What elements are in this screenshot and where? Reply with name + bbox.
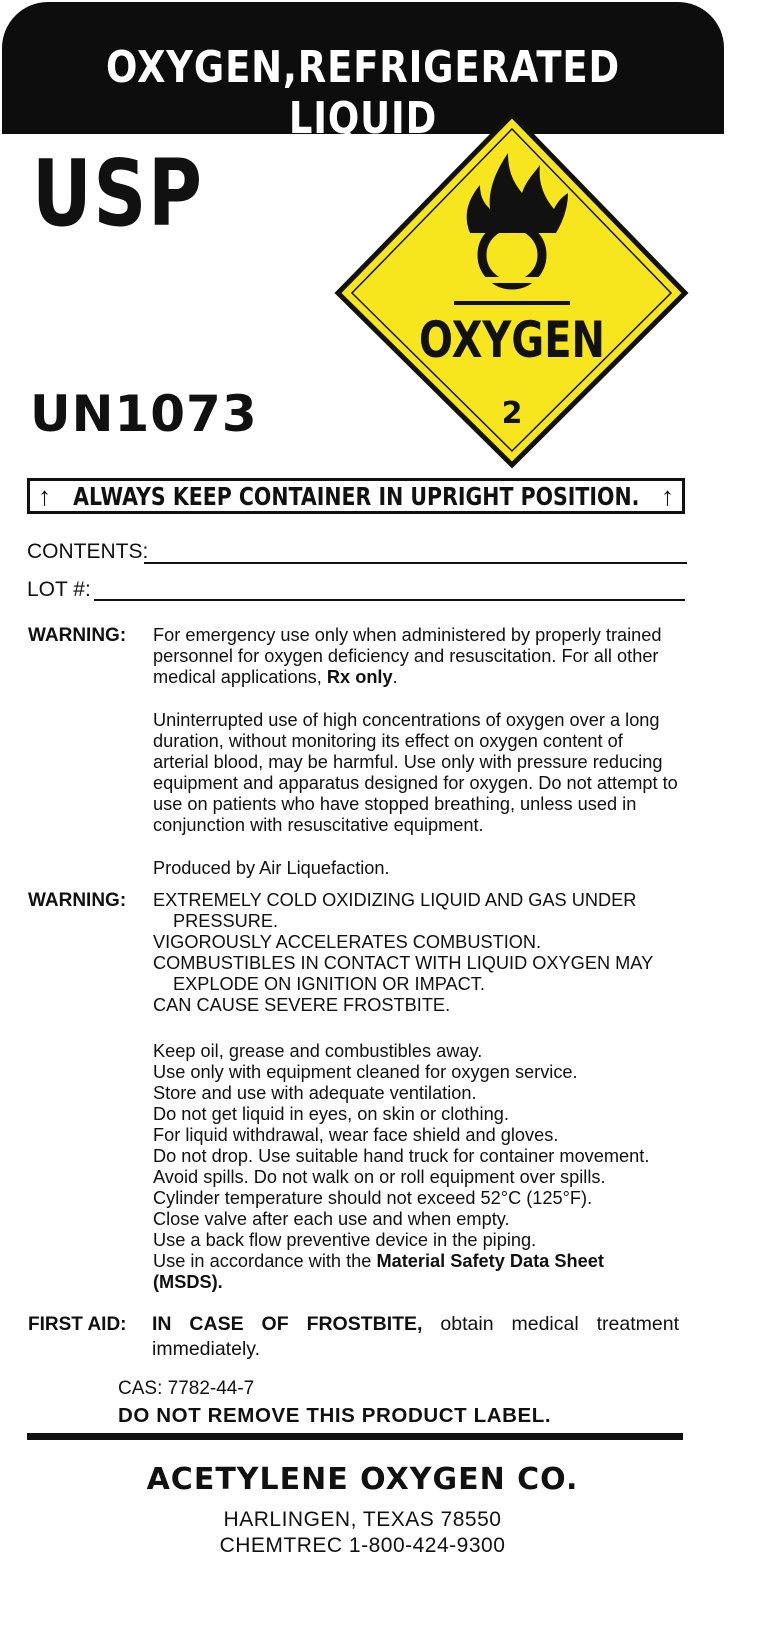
grade-usp: USP (32, 140, 204, 247)
up-arrow-icon: ↑ (661, 481, 674, 511)
company-address: HARLINGEN, TEXAS 78550 (223, 1508, 502, 1531)
oxidizer-placard (330, 105, 695, 475)
company-name: ACETYLENE OXYGEN CO. (146, 1462, 579, 1497)
placard-class: 2 (501, 396, 523, 431)
hazard-statements: EXTREMELY COLD OXIDIZING LIQUID AND GAS UNDER PRESSURE. VIGOROUSLY ACCELERATES COMBUSTION. COMBUSTIBLES IN CONTACT WITH LIQUID OXYGEN MAY EXPLODE ON IGNITION OR IMPACT. CAN CAUSE SEVERE FROSTBITE. (153, 890, 654, 1015)
cas-number: CAS: 7782-44-7 (118, 1378, 255, 1399)
contents-field[interactable] (144, 562, 687, 564)
first-aid-text: IN CASE OF FROSTBITE, obtain medical treatment immediately. (152, 1313, 679, 1360)
product-title: OXYGEN,REFRIGERATED LIQUID (106, 42, 620, 144)
first-aid-label: FIRST AID: (28, 1314, 127, 1335)
do-not-remove-notice: DO NOT REMOVE THIS PRODUCT LABEL. (118, 1404, 552, 1427)
msds-statement: Use in accordance with the Material Safety Data Sheet (153, 1251, 604, 1271)
warning-label: WARNING: (28, 625, 127, 646)
precautionary-statements: Keep oil, grease and combustibles away. Use only with equipment cleaned for oxygen service. Store and use with adequate ventilation. Do not get liquid in eyes, on skin or clothing. For liquid withdrawal, wear face shield and gloves. Do not drop. Use suitable hand truck for container movement. Avoid spills. Do not walk on or roll equipment over spills. Cylinder temperature should not exceed 52°C (125°F). Close valve after each use and when empty. Use a back flow preventive device in the piping. Use in accordance with the Material Safety Data Sheet (MSDS). (153, 1041, 678, 1293)
upright-notice-box (27, 478, 685, 514)
contents-label: CONTENTS: (27, 540, 149, 563)
lot-field[interactable] (94, 599, 685, 601)
lot-label: LOT #: (27, 578, 91, 601)
warning-medical-text (153, 625, 678, 688)
divider (27, 1433, 683, 1440)
warning-paragraph: For emergency use only when administered by properly trained personnel for oxygen deficiency and resuscitation. For all other medical applications, Rx only. (153, 625, 662, 687)
upright-notice: ALWAYS KEEP CONTAINER IN UPRIGHT POSITION. (72, 481, 640, 511)
warning-paragraph: Uninterrupted use of high concentrations of oxygen over a long duration, without monitoring its effect on oxygen content of arterial blood, may be harmful. Use only with pressure reducing equipment and apparatus designed for oxygen. Do not attempt to use on patients who have stopped breathing, unless used in conjunction with resuscitative equipment. (153, 710, 678, 835)
production-note: Produced by Air Liquefaction. (153, 858, 390, 878)
placard-label: OXYGEN (419, 310, 605, 370)
warning-label: WARNING: (28, 890, 127, 911)
un-number: UN1073 (30, 385, 258, 443)
up-arrow-icon: ↑ (38, 481, 51, 511)
chemtrec-phone: CHEMTREC 1-800-424-9300 (219, 1534, 506, 1557)
